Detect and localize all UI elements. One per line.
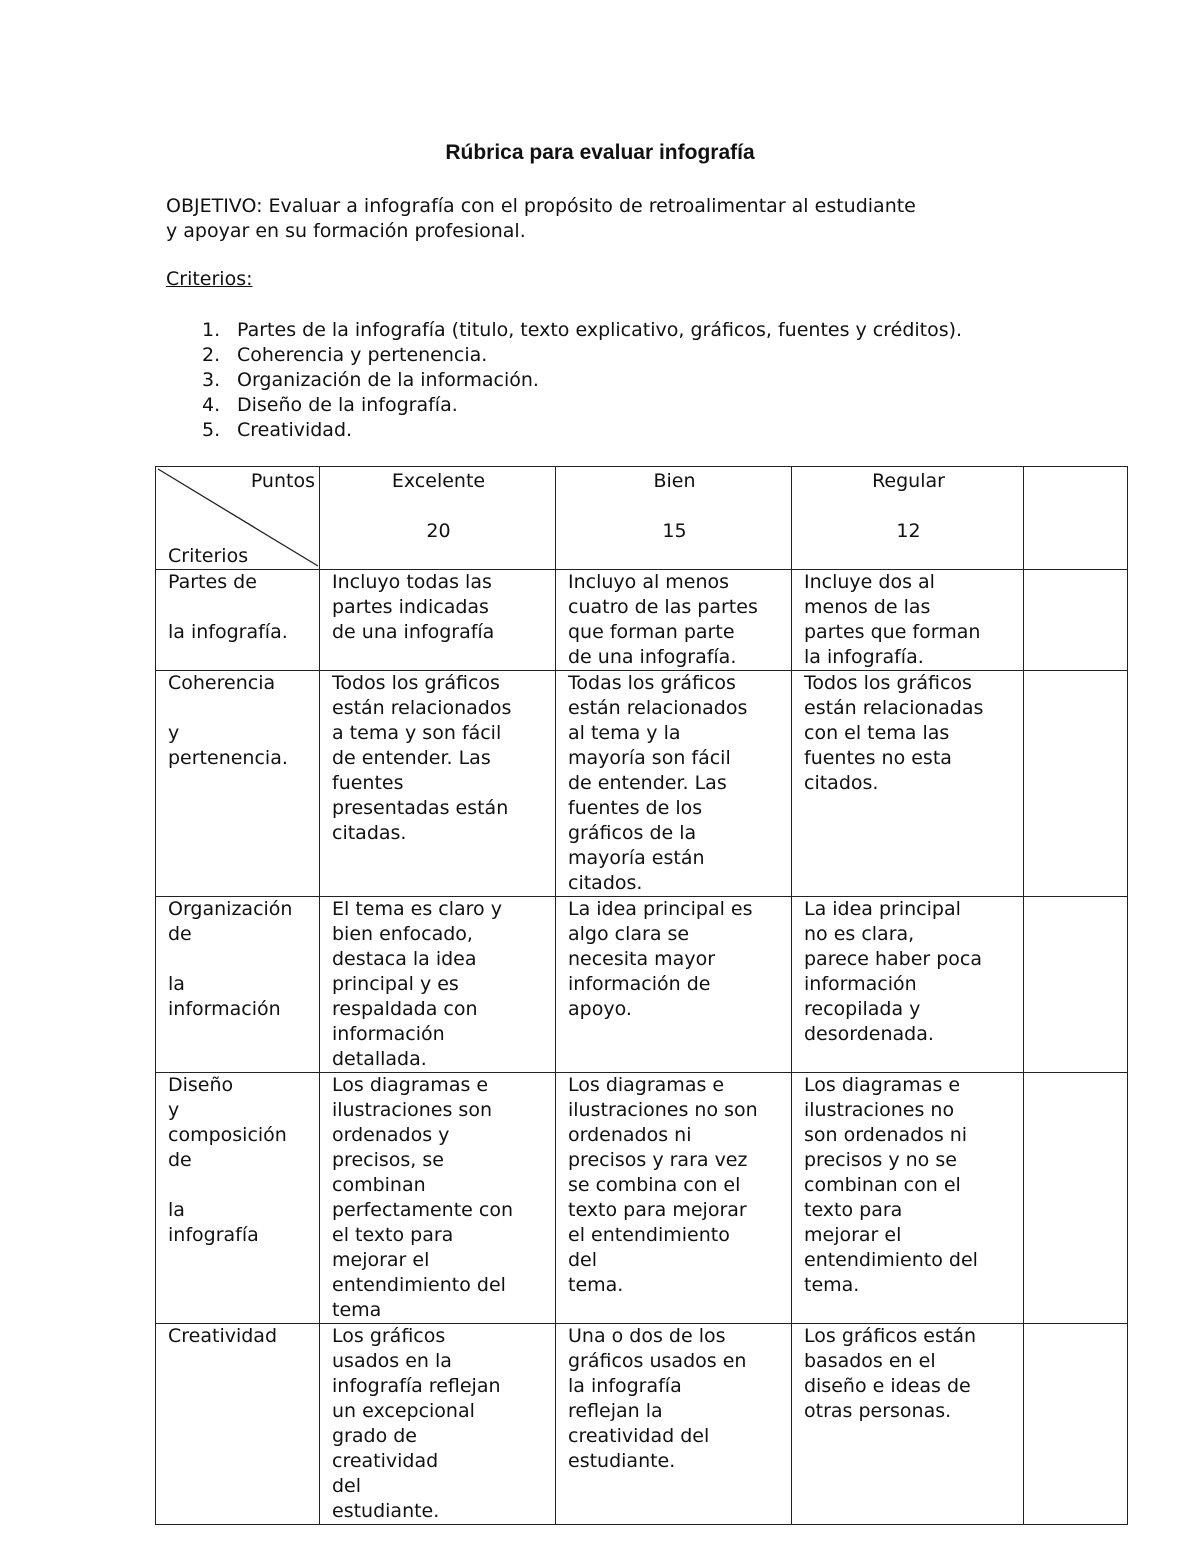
level-header-bien: Bien 15 [556, 467, 792, 570]
criterio-item: 4. Diseño de la infografía. [202, 394, 458, 416]
empty-cell [1024, 1324, 1128, 1525]
cell-excelente: Incluyo todas las partes indicadas de una infografía [320, 570, 556, 671]
cell-excelente: Todos los gráficos están relacionados a tema y son fácil de entender. Las fuentes presentadas están citadas. [320, 671, 556, 897]
criterios-list [166, 318, 962, 443]
empty-cell [1024, 1073, 1128, 1324]
criterio-item: 3. Organización de la información. [202, 369, 539, 391]
rubric-table [155, 466, 1128, 1525]
level-header-excelente: Excelente 20 [320, 467, 556, 570]
row-label-diseno: Diseño y composición de la infografía [156, 1073, 320, 1324]
cell-regular: Los gráficos están basados en el diseño e ideas de otras personas. [792, 1324, 1024, 1525]
table-row [156, 1073, 1128, 1324]
empty-header-cell [1024, 467, 1128, 570]
row-label-partes: Partes de la infografía. [156, 570, 320, 671]
cell-bien: Los diagramas e ilustraciones no son ordenados ni precisos y rara vez se combina con el texto para mejorar el entendimiento del tema. [556, 1073, 792, 1324]
row-label-creatividad: Creatividad [156, 1324, 320, 1525]
cell-bien: Una o dos de los gráficos usados en la infografía reflejan la creatividad del estudiante. [556, 1324, 792, 1525]
cell-bien: Todas los gráficos están relacionados al tema y la mayoría son fácil de entender. Las fuentes de los gráficos de la mayoría están citados. [556, 671, 792, 897]
cell-excelente: Los diagramas e ilustraciones son ordenados y precisos, se combinan perfectamente con el texto para mejorar el entendimiento del tema [320, 1073, 556, 1324]
table-row [156, 1324, 1128, 1525]
cell-regular: Todos los gráficos están relacionadas con el tema las fuentes no esta citados. [792, 671, 1024, 897]
cell-regular: La idea principal no es clara, parece haber poca información recopilada y desordenada. [792, 897, 1024, 1073]
empty-cell [1024, 671, 1128, 897]
empty-cell [1024, 897, 1128, 1073]
rubric-header-row [156, 467, 1128, 570]
cell-regular: Incluye dos al menos de las partes que forman la infografía. [792, 570, 1024, 671]
criterio-item: 2. Coherencia y pertenencia. [202, 344, 488, 366]
cell-excelente: Los gráficos usados en la infografía reflejan un excepcional grado de creatividad del estudiante. [320, 1324, 556, 1525]
criterio-item: 5. Creatividad. [202, 419, 353, 441]
empty-cell [1024, 570, 1128, 671]
criterios-heading: Criterios: [166, 268, 253, 290]
corner-criterios-label: Criterios [168, 545, 249, 567]
cell-excelente: El tema es claro y bien enfocado, destaca la idea principal y es respaldada con información detallada. [320, 897, 556, 1073]
row-label-coherencia: Coherencia y pertenencia. [156, 671, 320, 897]
level-header-regular: Regular 12 [792, 467, 1024, 570]
cell-bien: Incluyo al menos cuatro de las partes que forman parte de una infografía. [556, 570, 792, 671]
row-label-organizacion: Organización de la información [156, 897, 320, 1073]
table-row [156, 671, 1128, 897]
cell-bien: La idea principal es algo clara se necesita mayor información de apoyo. [556, 897, 792, 1073]
table-row [156, 897, 1128, 1073]
document-title: Rúbrica para evaluar infografía [445, 141, 755, 164]
corner-diagonal-cell [156, 467, 320, 570]
cell-regular: Los diagramas e ilustraciones no son ordenados ni precisos y no se combinan con el texto para mejorar el entendimiento del tema. [792, 1073, 1024, 1324]
table-row [156, 570, 1128, 671]
criterio-item: 1. Partes de la infografía (titulo, texto explicativo, gráficos, fuentes y créditos). [202, 319, 963, 341]
corner-puntos-label: Puntos [250, 470, 315, 492]
objective-paragraph: OBJETIVO: Evaluar a infografía con el propósito de retroalimentar al estudiante y apoyar en su formación profesional. [166, 195, 916, 242]
